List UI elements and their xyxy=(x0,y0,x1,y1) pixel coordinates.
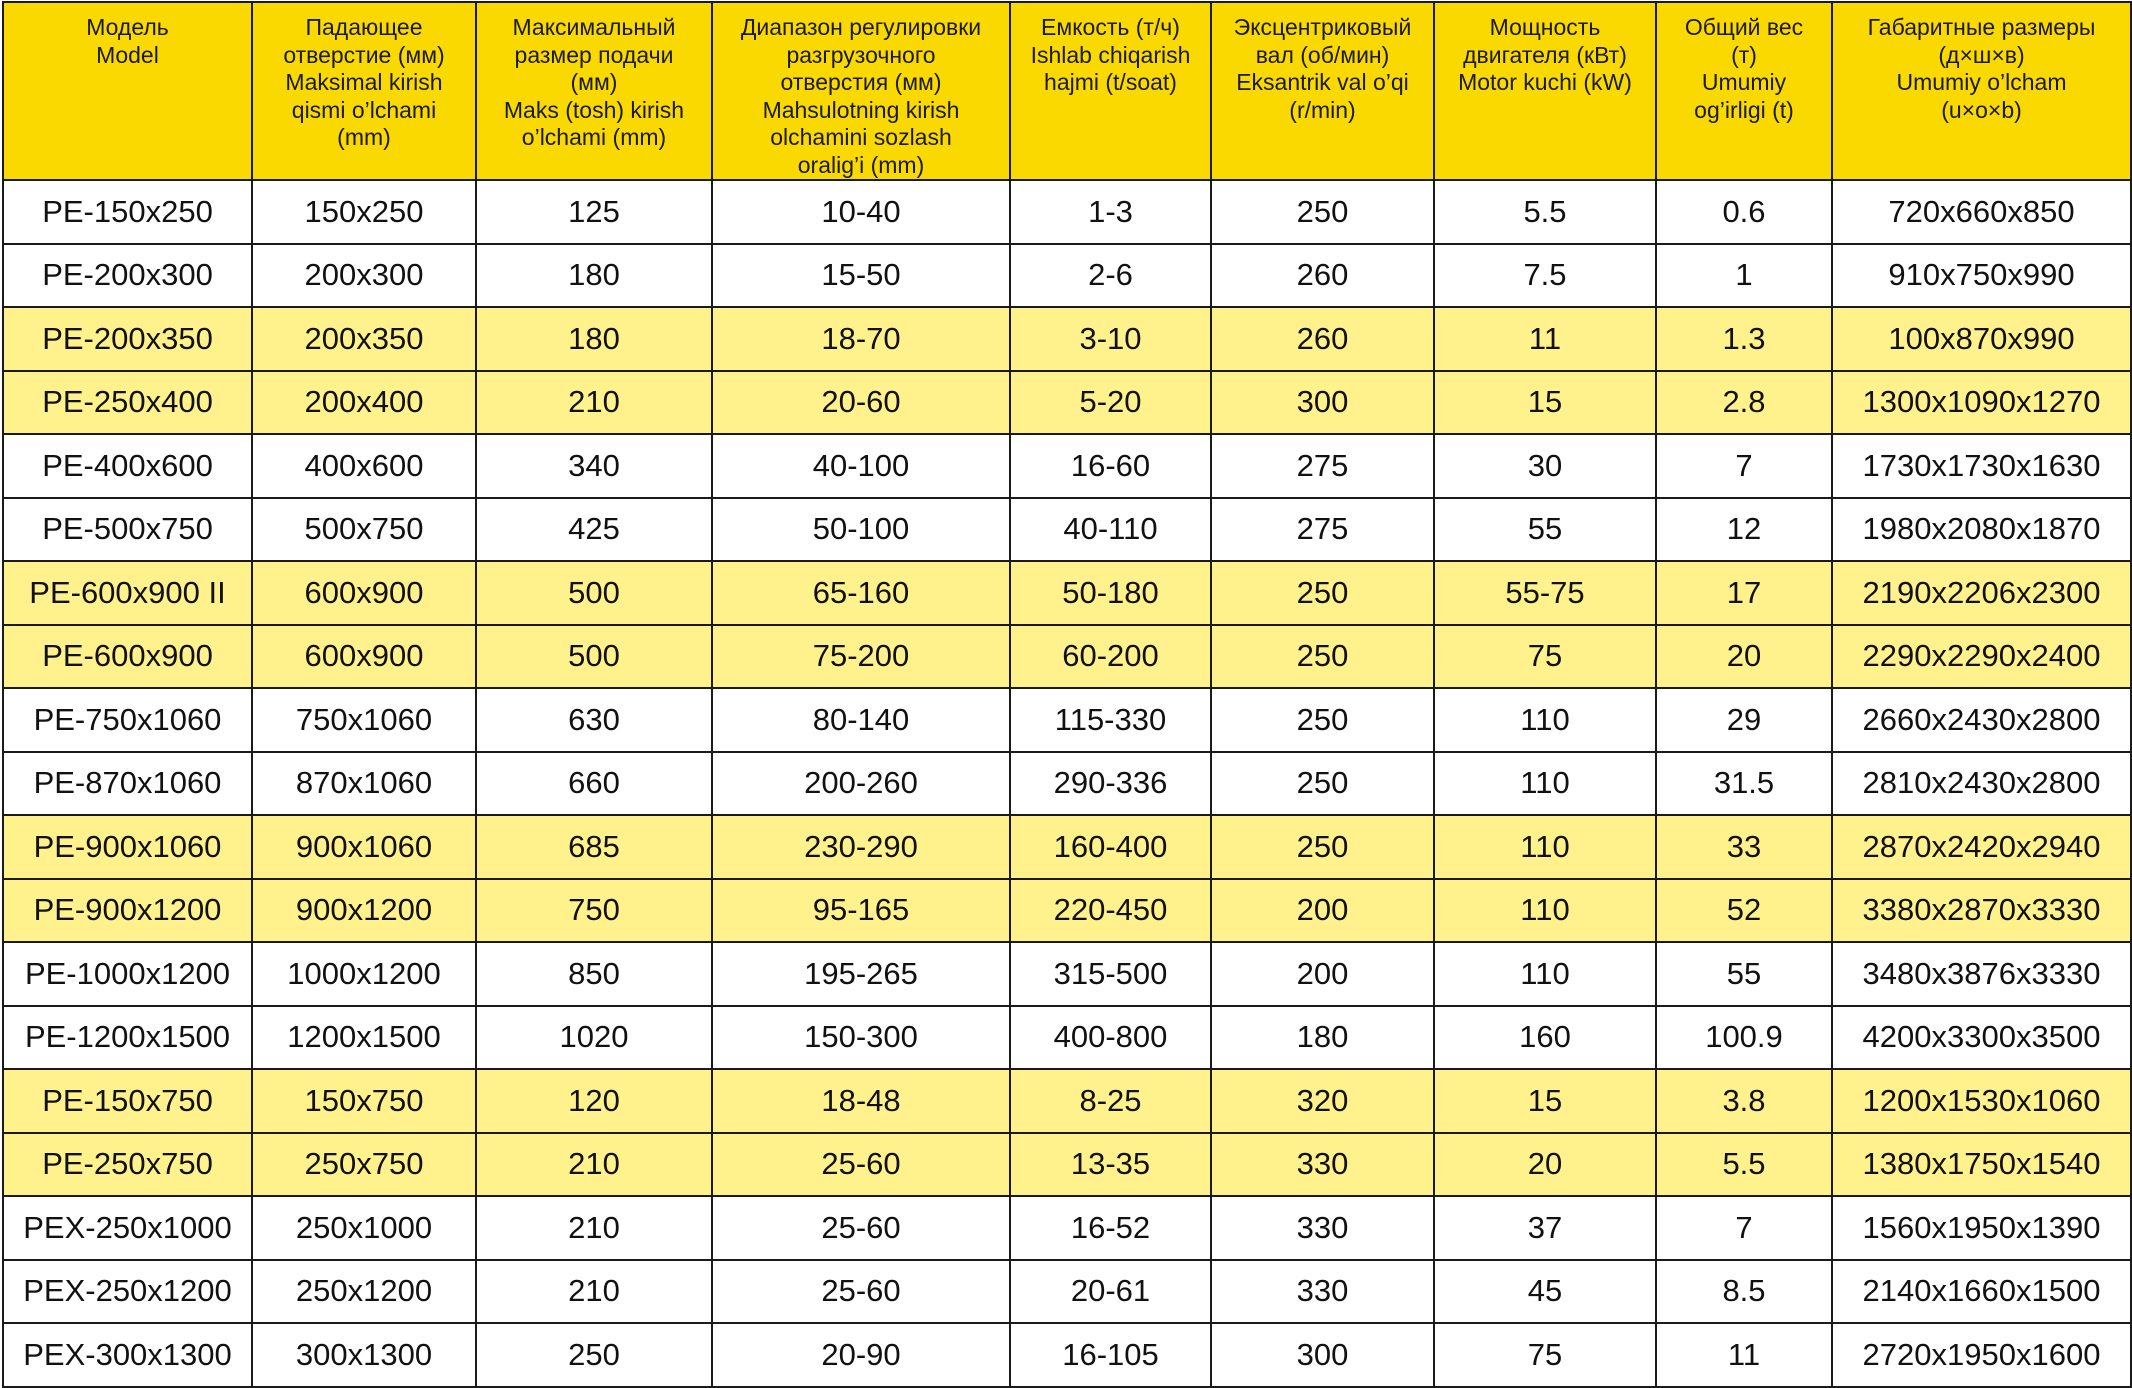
header-line: Maksimal kirish xyxy=(285,69,443,95)
cell-overall-dimensions: 1730x1730x1630 xyxy=(1832,434,2131,498)
cell-discharge-range: 95-165 xyxy=(712,879,1010,943)
cell-motor-power: 11 xyxy=(1434,307,1656,371)
header-line: og’irligi (t) xyxy=(1694,96,1794,123)
cell-motor-power: 15 xyxy=(1434,1069,1656,1133)
cell-motor-power: 30 xyxy=(1434,434,1656,498)
cell-total-weight: 55 xyxy=(1656,942,1832,1006)
jaw-crusher-spec-table xyxy=(2,1,2132,1388)
header-line: вал (об/мин) xyxy=(1255,41,1390,68)
cell-overall-dimensions: 3380x2870x3330 xyxy=(1832,879,2131,943)
cell-total-weight: 29 xyxy=(1656,688,1832,752)
cell-feed-opening: 900x1200 xyxy=(252,879,476,943)
cell-discharge-range: 18-48 xyxy=(712,1069,1010,1133)
cell-discharge-range: 25-60 xyxy=(712,1196,1010,1260)
cell-motor-power: 160 xyxy=(1434,1006,1656,1070)
cell-model: PE-870x1060 xyxy=(3,752,252,816)
cell-motor-power: 55 xyxy=(1434,498,1656,562)
cell-total-weight: 12 xyxy=(1656,498,1832,562)
cell-model: PE-150x250 xyxy=(3,180,252,244)
cell-eccentric-shaft: 250 xyxy=(1211,625,1434,689)
cell-model: PE-900x1200 xyxy=(3,879,252,943)
cell-capacity: 20-61 xyxy=(1010,1260,1211,1324)
header-line: Umumiy o’lcham xyxy=(1896,69,2067,95)
cell-max-feed-size: 850 xyxy=(476,942,712,1006)
table-row xyxy=(3,942,2131,1006)
header-line: Umumiy xyxy=(1701,69,1787,95)
table-row xyxy=(3,434,2131,498)
cell-max-feed-size: 340 xyxy=(476,434,712,498)
cell-discharge-range: 200-260 xyxy=(712,752,1010,816)
cell-model: PE-150x750 xyxy=(3,1069,252,1133)
header-line: Диапазон регулировки xyxy=(740,14,982,40)
table-row xyxy=(3,244,2131,308)
cell-capacity: 60-200 xyxy=(1010,625,1211,689)
table-row xyxy=(3,752,2131,816)
cell-max-feed-size: 210 xyxy=(476,1196,712,1260)
header-line: Мощность xyxy=(1489,14,1601,40)
cell-max-feed-size: 500 xyxy=(476,561,712,625)
cell-motor-power: 55-75 xyxy=(1434,561,1656,625)
header-line: Eksantrik val o’qi xyxy=(1236,69,1409,95)
cell-total-weight: 5.5 xyxy=(1656,1133,1832,1197)
cell-overall-dimensions: 910x750x990 xyxy=(1832,244,2131,308)
cell-total-weight: 17 xyxy=(1656,561,1832,625)
cell-capacity: 290-336 xyxy=(1010,752,1211,816)
cell-total-weight: 100.9 xyxy=(1656,1006,1832,1070)
cell-capacity: 1-3 xyxy=(1010,180,1211,244)
cell-eccentric-shaft: 250 xyxy=(1211,180,1434,244)
cell-discharge-range: 25-60 xyxy=(712,1133,1010,1197)
cell-total-weight: 1 xyxy=(1656,244,1832,308)
cell-capacity: 220-450 xyxy=(1010,879,1211,943)
header-line: Модель xyxy=(86,14,169,40)
header-motor-power xyxy=(1434,2,1656,180)
cell-eccentric-shaft: 300 xyxy=(1211,1323,1434,1387)
cell-eccentric-shaft: 275 xyxy=(1211,434,1434,498)
cell-motor-power: 75 xyxy=(1434,625,1656,689)
cell-discharge-range: 50-100 xyxy=(712,498,1010,562)
header-line: отверстия (мм) xyxy=(780,69,942,95)
cell-total-weight: 2.8 xyxy=(1656,371,1832,435)
cell-eccentric-shaft: 250 xyxy=(1211,688,1434,752)
cell-overall-dimensions: 2190x2206x2300 xyxy=(1832,561,2131,625)
cell-motor-power: 37 xyxy=(1434,1196,1656,1260)
cell-overall-dimensions: 2870x2420x2940 xyxy=(1832,815,2131,879)
header-line: (r/min) xyxy=(1289,96,1356,123)
cell-capacity: 50-180 xyxy=(1010,561,1211,625)
header-line: двигателя (кВт) xyxy=(1463,41,1627,68)
cell-total-weight: 3.8 xyxy=(1656,1069,1832,1133)
cell-motor-power: 15 xyxy=(1434,371,1656,435)
cell-discharge-range: 40-100 xyxy=(712,434,1010,498)
cell-motor-power: 20 xyxy=(1434,1133,1656,1197)
cell-feed-opening: 900x1060 xyxy=(252,815,476,879)
table-row xyxy=(3,498,2131,562)
header-line: разгрузочного xyxy=(786,41,936,68)
cell-discharge-range: 65-160 xyxy=(712,561,1010,625)
cell-model: PE-200x300 xyxy=(3,244,252,308)
cell-feed-opening: 250x750 xyxy=(252,1133,476,1197)
cell-max-feed-size: 180 xyxy=(476,307,712,371)
cell-eccentric-shaft: 275 xyxy=(1211,498,1434,562)
cell-capacity: 16-105 xyxy=(1010,1323,1211,1387)
cell-eccentric-shaft: 260 xyxy=(1211,307,1434,371)
cell-feed-opening: 600x900 xyxy=(252,561,476,625)
header-line: Общий вес xyxy=(1684,14,1804,40)
cell-total-weight: 33 xyxy=(1656,815,1832,879)
table-row xyxy=(3,371,2131,435)
cell-eccentric-shaft: 320 xyxy=(1211,1069,1434,1133)
cell-feed-opening: 150x250 xyxy=(252,180,476,244)
cell-max-feed-size: 630 xyxy=(476,688,712,752)
cell-model: PE-250x400 xyxy=(3,371,252,435)
header-line: Model xyxy=(96,41,159,68)
cell-max-feed-size: 500 xyxy=(476,625,712,689)
cell-max-feed-size: 180 xyxy=(476,244,712,308)
cell-feed-opening: 870x1060 xyxy=(252,752,476,816)
cell-feed-opening: 1200x1500 xyxy=(252,1006,476,1070)
cell-model: PEX-300x1300 xyxy=(3,1323,252,1387)
cell-feed-opening: 300x1300 xyxy=(252,1323,476,1387)
table-row xyxy=(3,1006,2131,1070)
header-row xyxy=(3,2,2131,180)
header-line: (д×ш×в) xyxy=(1938,41,2025,68)
table-row xyxy=(3,180,2131,244)
cell-model: PEX-250x1200 xyxy=(3,1260,252,1324)
header-line: o’lchami (mm) xyxy=(521,124,667,150)
header-line: (mm) xyxy=(337,124,391,150)
cell-capacity: 40-110 xyxy=(1010,498,1211,562)
cell-eccentric-shaft: 330 xyxy=(1211,1196,1434,1260)
cell-overall-dimensions: 1300x1090x1270 xyxy=(1832,371,2131,435)
cell-model: PE-250x750 xyxy=(3,1133,252,1197)
cell-eccentric-shaft: 330 xyxy=(1211,1133,1434,1197)
header-max-feed-size xyxy=(476,2,712,180)
cell-max-feed-size: 210 xyxy=(476,1133,712,1197)
table-row xyxy=(3,1133,2131,1197)
cell-overall-dimensions: 2720x1950x1600 xyxy=(1832,1323,2131,1387)
cell-capacity: 315-500 xyxy=(1010,942,1211,1006)
cell-max-feed-size: 250 xyxy=(476,1323,712,1387)
cell-total-weight: 52 xyxy=(1656,879,1832,943)
header-eccentric-shaft xyxy=(1211,2,1434,180)
cell-feed-opening: 250x1000 xyxy=(252,1196,476,1260)
cell-total-weight: 7 xyxy=(1656,434,1832,498)
header-line: Mahsulotning kirish xyxy=(762,96,960,123)
cell-feed-opening: 250x1200 xyxy=(252,1260,476,1324)
cell-overall-dimensions: 2290x2290x2400 xyxy=(1832,625,2131,689)
cell-motor-power: 45 xyxy=(1434,1260,1656,1324)
cell-eccentric-shaft: 250 xyxy=(1211,815,1434,879)
cell-capacity: 2-6 xyxy=(1010,244,1211,308)
cell-eccentric-shaft: 250 xyxy=(1211,561,1434,625)
table-row xyxy=(3,1069,2131,1133)
cell-max-feed-size: 210 xyxy=(476,1260,712,1324)
header-line: olchamini sozlash xyxy=(770,124,952,150)
cell-total-weight: 1.3 xyxy=(1656,307,1832,371)
cell-total-weight: 0.6 xyxy=(1656,180,1832,244)
cell-total-weight: 31.5 xyxy=(1656,752,1832,816)
cell-overall-dimensions: 4200x3300x3500 xyxy=(1832,1006,2131,1070)
cell-feed-opening: 200x400 xyxy=(252,371,476,435)
cell-feed-opening: 600x900 xyxy=(252,625,476,689)
cell-discharge-range: 195-265 xyxy=(712,942,1010,1006)
header-line: qismi o’lchami xyxy=(291,96,437,123)
cell-discharge-range: 25-60 xyxy=(712,1260,1010,1324)
table-row xyxy=(3,625,2131,689)
cell-overall-dimensions: 2810x2430x2800 xyxy=(1832,752,2131,816)
table-body xyxy=(3,180,2131,1387)
cell-capacity: 115-330 xyxy=(1010,688,1211,752)
header-line: Емкость (т/ч) xyxy=(1041,14,1180,40)
cell-overall-dimensions: 2660x2430x2800 xyxy=(1832,688,2131,752)
cell-eccentric-shaft: 250 xyxy=(1211,752,1434,816)
header-total-weight xyxy=(1656,2,1832,180)
cell-max-feed-size: 685 xyxy=(476,815,712,879)
header-line: Падающее xyxy=(305,14,423,40)
cell-model: PE-1200x1500 xyxy=(3,1006,252,1070)
cell-eccentric-shaft: 200 xyxy=(1211,942,1434,1006)
cell-max-feed-size: 660 xyxy=(476,752,712,816)
header-line: (u×o×b) xyxy=(1941,96,2022,123)
cell-max-feed-size: 1020 xyxy=(476,1006,712,1070)
table-row xyxy=(3,1196,2131,1260)
cell-overall-dimensions: 3480x3876x3330 xyxy=(1832,942,2131,1006)
cell-capacity: 16-52 xyxy=(1010,1196,1211,1260)
header-line: Эксцентриковый xyxy=(1233,14,1412,40)
cell-overall-dimensions: 1980x2080x1870 xyxy=(1832,498,2131,562)
cell-max-feed-size: 210 xyxy=(476,371,712,435)
cell-overall-dimensions: 1560x1950x1390 xyxy=(1832,1196,2131,1260)
cell-model: PE-1000x1200 xyxy=(3,942,252,1006)
table-row xyxy=(3,561,2131,625)
cell-model: PE-600x900 II xyxy=(3,561,252,625)
cell-motor-power: 110 xyxy=(1434,815,1656,879)
header-line: Габаритные размеры xyxy=(1867,14,2096,40)
header-feed-opening xyxy=(252,2,476,180)
cell-overall-dimensions: 2140x1660x1500 xyxy=(1832,1260,2131,1324)
cell-capacity: 400-800 xyxy=(1010,1006,1211,1070)
cell-model: PE-400x600 xyxy=(3,434,252,498)
cell-total-weight: 11 xyxy=(1656,1323,1832,1387)
cell-model: PE-500x750 xyxy=(3,498,252,562)
header-overall-dimensions xyxy=(1832,2,2131,180)
cell-overall-dimensions: 1380x1750x1540 xyxy=(1832,1133,2131,1197)
cell-feed-opening: 200x350 xyxy=(252,307,476,371)
header-line: Maks (tosh) kirish xyxy=(503,96,685,123)
cell-model: PE-600x900 xyxy=(3,625,252,689)
cell-eccentric-shaft: 300 xyxy=(1211,371,1434,435)
cell-eccentric-shaft: 180 xyxy=(1211,1006,1434,1070)
cell-eccentric-shaft: 200 xyxy=(1211,879,1434,943)
cell-motor-power: 110 xyxy=(1434,688,1656,752)
cell-model: PE-900x1060 xyxy=(3,815,252,879)
header-line: (мм) xyxy=(570,69,618,95)
header-line: Motor kuchi (kW) xyxy=(1458,69,1632,95)
header-model xyxy=(3,2,252,180)
table-row xyxy=(3,307,2131,371)
table-row xyxy=(3,1260,2131,1324)
cell-overall-dimensions: 720x660x850 xyxy=(1832,180,2131,244)
cell-discharge-range: 75-200 xyxy=(712,625,1010,689)
table-row xyxy=(3,815,2131,879)
header-line: размер подачи xyxy=(514,41,674,68)
cell-max-feed-size: 125 xyxy=(476,180,712,244)
cell-max-feed-size: 425 xyxy=(476,498,712,562)
cell-motor-power: 7.5 xyxy=(1434,244,1656,308)
cell-feed-opening: 500x750 xyxy=(252,498,476,562)
header-line: oralig’i (mm) xyxy=(797,151,925,178)
cell-motor-power: 110 xyxy=(1434,942,1656,1006)
cell-model: PE-750x1060 xyxy=(3,688,252,752)
cell-max-feed-size: 750 xyxy=(476,879,712,943)
cell-motor-power: 5.5 xyxy=(1434,180,1656,244)
cell-total-weight: 20 xyxy=(1656,625,1832,689)
table-row xyxy=(3,879,2131,943)
cell-overall-dimensions: 100x870x990 xyxy=(1832,307,2131,371)
cell-feed-opening: 1000x1200 xyxy=(252,942,476,1006)
cell-motor-power: 110 xyxy=(1434,879,1656,943)
cell-discharge-range: 230-290 xyxy=(712,815,1010,879)
cell-discharge-range: 15-50 xyxy=(712,244,1010,308)
cell-discharge-range: 20-60 xyxy=(712,371,1010,435)
cell-capacity: 5-20 xyxy=(1010,371,1211,435)
cell-capacity: 13-35 xyxy=(1010,1133,1211,1197)
cell-model: PEX-250x1000 xyxy=(3,1196,252,1260)
cell-capacity: 16-60 xyxy=(1010,434,1211,498)
header-line: hajmi (t/soat) xyxy=(1044,69,1177,95)
cell-motor-power: 110 xyxy=(1434,752,1656,816)
cell-discharge-range: 150-300 xyxy=(712,1006,1010,1070)
cell-feed-opening: 150x750 xyxy=(252,1069,476,1133)
cell-discharge-range: 20-90 xyxy=(712,1323,1010,1387)
cell-total-weight: 7 xyxy=(1656,1196,1832,1260)
header-discharge-range xyxy=(712,2,1010,180)
cell-capacity: 8-25 xyxy=(1010,1069,1211,1133)
cell-feed-opening: 200x300 xyxy=(252,244,476,308)
cell-discharge-range: 18-70 xyxy=(712,307,1010,371)
header-capacity xyxy=(1010,2,1211,180)
cell-capacity: 3-10 xyxy=(1010,307,1211,371)
cell-total-weight: 8.5 xyxy=(1656,1260,1832,1324)
cell-discharge-range: 80-140 xyxy=(712,688,1010,752)
cell-feed-opening: 750x1060 xyxy=(252,688,476,752)
table-row xyxy=(3,1323,2131,1387)
cell-model: PE-200x350 xyxy=(3,307,252,371)
table-header xyxy=(3,2,2131,180)
header-line: Максимальный xyxy=(512,14,676,40)
cell-eccentric-shaft: 330 xyxy=(1211,1260,1434,1324)
cell-discharge-range: 10-40 xyxy=(712,180,1010,244)
cell-motor-power: 75 xyxy=(1434,1323,1656,1387)
cell-feed-opening: 400x600 xyxy=(252,434,476,498)
cell-max-feed-size: 120 xyxy=(476,1069,712,1133)
header-line: Ishlab chiqarish xyxy=(1030,41,1191,68)
table-row xyxy=(3,688,2131,752)
header-line: отверстие (мм) xyxy=(283,41,445,68)
cell-eccentric-shaft: 260 xyxy=(1211,244,1434,308)
cell-capacity: 160-400 xyxy=(1010,815,1211,879)
header-line: (т) xyxy=(1731,41,1757,68)
cell-overall-dimensions: 1200x1530x1060 xyxy=(1832,1069,2131,1133)
